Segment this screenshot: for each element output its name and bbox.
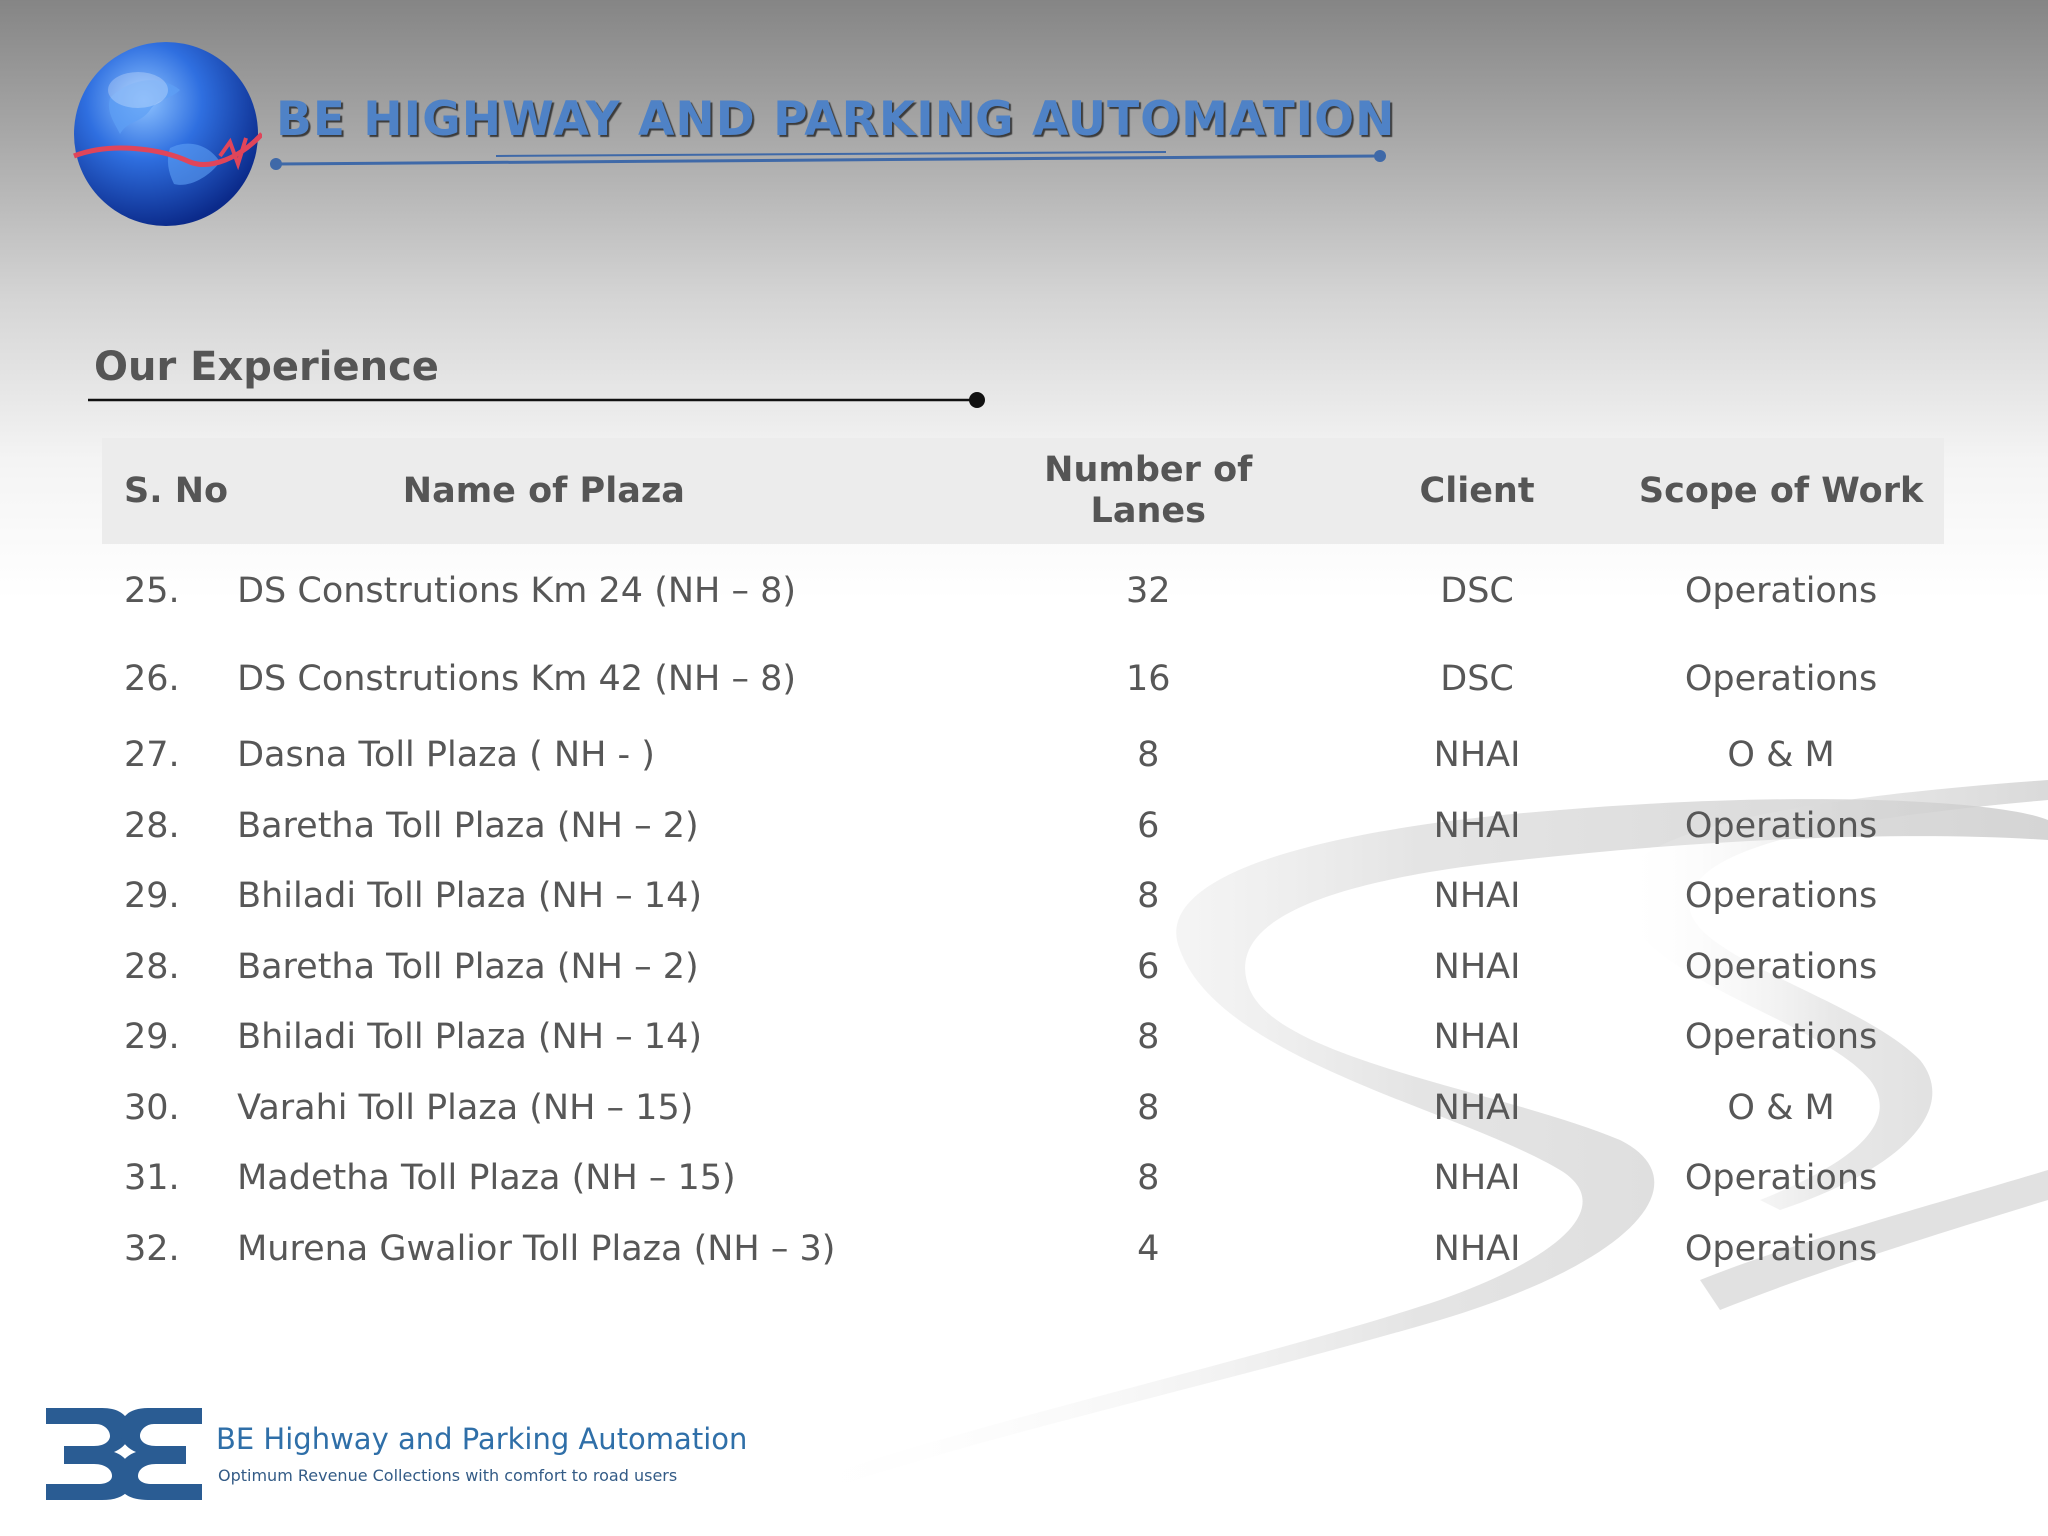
cell-plaza-name: Madetha Toll Plaza (NH – 15) (237, 1158, 736, 1199)
table-body (102, 544, 1944, 1284)
cell-scope: Operations (1684, 571, 1878, 611)
cell-plaza-name: Varahi Toll Plaza (NH – 15) (237, 1087, 694, 1128)
cell-client: NHAI (1433, 1158, 1521, 1199)
cell-lanes: 8 (1137, 1087, 1160, 1128)
experience-table (102, 438, 1944, 1284)
table-row (102, 1073, 1944, 1144)
cell-sno: 29. (124, 876, 180, 917)
table-row (102, 638, 1944, 720)
cell-plaza-name: Bhiladi Toll Plaza (NH – 14) (237, 876, 702, 917)
table-header (102, 438, 1944, 544)
column-header-scope: Scope of Work (1638, 470, 1924, 511)
cell-lanes: 8 (1137, 735, 1160, 776)
cell-scope: Operations (1684, 805, 1878, 846)
cell-client: NHAI (1433, 876, 1521, 917)
cell-scope: Operations (1684, 1228, 1878, 1269)
cell-sno: 25. (124, 571, 180, 611)
table-row (102, 1143, 1944, 1214)
cell-sno: 28. (124, 805, 180, 846)
cell-client: DSC (1440, 659, 1514, 699)
cell-client: NHAI (1433, 1017, 1521, 1058)
table-row (102, 544, 1944, 638)
header (0, 0, 2048, 260)
cell-lanes: 6 (1137, 805, 1160, 846)
cell-scope: Operations (1684, 1158, 1878, 1199)
footer-company-name: BE Highway and Parking Automation (216, 1422, 748, 1456)
cell-sno: 32. (124, 1228, 180, 1269)
cell-lanes: 8 (1137, 1017, 1160, 1058)
cell-lanes: 8 (1137, 1158, 1160, 1199)
cell-plaza-name: Murena Gwalior Toll Plaza (NH – 3) (237, 1228, 836, 1269)
cell-plaza-name: Bhiladi Toll Plaza (NH – 14) (237, 1017, 702, 1058)
cell-plaza-name: Baretha Toll Plaza (NH – 2) (237, 805, 699, 846)
cell-client: NHAI (1433, 1087, 1521, 1128)
cell-plaza-name: Dasna Toll Plaza ( NH - ) (237, 735, 655, 776)
cell-sno: 31. (124, 1158, 180, 1199)
cell-sno: 29. (124, 1017, 180, 1058)
footer-logo (44, 1400, 748, 1510)
cell-lanes: 16 (1125, 659, 1171, 699)
header-title: BE HIGHWAY AND PARKING AUTOMATION (276, 92, 1396, 147)
cell-client: DSC (1440, 571, 1514, 611)
table-row (102, 861, 1944, 932)
cell-scope: O & M (1727, 735, 1835, 776)
cell-client: NHAI (1433, 946, 1521, 987)
section-title: Our Experience (94, 344, 439, 390)
cell-client: NHAI (1433, 1228, 1521, 1269)
cell-sno: 26. (124, 659, 180, 699)
cell-scope: O & M (1727, 1087, 1835, 1128)
cell-sno: 27. (124, 735, 180, 776)
header-underline (266, 146, 1392, 170)
table-row (102, 1214, 1944, 1285)
cell-client: NHAI (1433, 735, 1521, 776)
cell-lanes: 8 (1137, 876, 1160, 917)
column-header-lanes: Number of Lanes (1044, 450, 1253, 531)
column-header-name: Name of Plaza (402, 470, 685, 511)
cell-scope: Operations (1684, 1017, 1878, 1058)
table-row (102, 791, 1944, 862)
cell-scope: Operations (1684, 946, 1878, 987)
cell-sno: 28. (124, 946, 180, 987)
cell-plaza-name: Baretha Toll Plaza (NH – 2) (237, 946, 699, 987)
cell-plaza-name: DS Construtions Km 42 (NH – 8) (237, 659, 797, 699)
section-underline (88, 390, 992, 410)
cell-client: NHAI (1433, 805, 1521, 846)
cell-lanes: 6 (1137, 946, 1160, 987)
cell-lanes: 4 (1137, 1228, 1160, 1269)
table-row (102, 720, 1944, 791)
be-logo-icon (44, 1406, 204, 1502)
cell-plaza-name: DS Construtions Km 24 (NH – 8) (237, 571, 797, 611)
cell-lanes: 32 (1125, 571, 1171, 611)
cell-sno: 30. (124, 1087, 180, 1128)
cell-scope: Operations (1684, 876, 1878, 917)
cell-scope: Operations (1684, 659, 1878, 699)
globe-icon (70, 38, 262, 230)
table-row (102, 932, 1944, 1003)
table-row (102, 1002, 1944, 1073)
column-header-sno: S. No (124, 470, 229, 511)
column-header-client: Client (1419, 470, 1535, 511)
footer-tagline: Optimum Revenue Collections with comfort to road users (218, 1466, 678, 1485)
